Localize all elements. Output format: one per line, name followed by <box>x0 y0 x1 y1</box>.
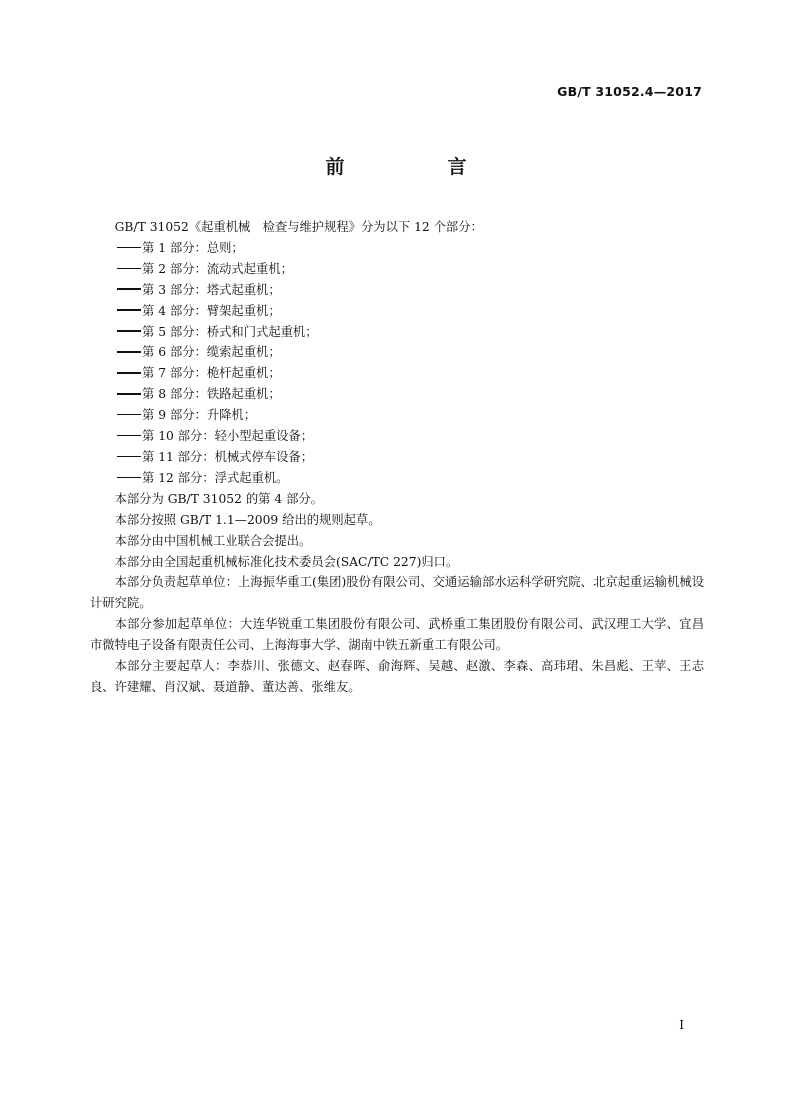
part-list-item <box>90 447 704 468</box>
part-list-item <box>90 384 704 405</box>
intro-paragraph: GB/T 31052《起重机械 检查与维护规程》分为以下 12 个部分： <box>114 220 483 234</box>
body-paragraph: 本部分由全国起重机械标准化技术委员会(SAC/TC 227)归口。 <box>114 554 459 569</box>
part-list-item-text: 第 11 部分：机械式停车设备； <box>142 449 314 464</box>
part-list-item-text: 第 7 部分：桅杆起重机； <box>142 366 281 381</box>
em-dash-mark <box>117 456 141 458</box>
part-list-item-text: 第 4 部分：臂架起重机； <box>142 303 281 318</box>
part-list-item <box>90 363 704 384</box>
em-dash-mark <box>117 393 141 395</box>
part-list-item <box>90 322 704 343</box>
part-list-item <box>90 405 704 426</box>
part-list-item-text: 第 2 部分：流动式起重机； <box>142 261 293 276</box>
em-dash-mark <box>117 330 141 332</box>
part-list-item <box>90 342 704 363</box>
em-dash-mark <box>117 268 141 270</box>
document-body <box>90 217 704 698</box>
part-list-item-text: 第 9 部分：升降机； <box>142 408 257 423</box>
em-dash-mark <box>117 247 141 249</box>
part-list-item <box>90 238 704 259</box>
em-dash-mark <box>117 351 141 353</box>
part-list-item-text: 第 10 部分：轻小型起重设备； <box>142 429 314 444</box>
standard-number: GB/T 31052.4—2017 <box>557 84 702 99</box>
part-list-item-text: 第 8 部分：铁路起重机； <box>142 387 281 402</box>
part-list-item <box>90 468 704 489</box>
part-list-item-text: 第 1 部分：总则； <box>142 240 244 255</box>
body-paragraph: 本部分主要起草人：李恭川、张德文、赵春晖、俞海辉、吴越、赵激、李森、高玮珺、朱昌彪、王苹、王志良、许建耀、肖汉斌、聂道静、董达善、张维友。 <box>90 659 704 694</box>
part-list-item <box>90 259 704 280</box>
em-dash-mark <box>117 435 141 437</box>
part-list-item <box>90 426 704 447</box>
body-paragraph: 本部分按照 GB/T 1.1—2009 给出的规则起草。 <box>114 512 381 527</box>
page-title: 前 言 <box>325 156 509 178</box>
page-number: I <box>679 1018 684 1032</box>
body-paragraph: 本部分负责起草单位：上海振华重工(集团)股份有限公司、交通运输部水运科学研究院、北京起重运输机械设计研究院。 <box>90 575 704 611</box>
em-dash-mark <box>117 372 141 374</box>
part-list-item <box>90 301 704 322</box>
part-list-item-text: 第 5 部分：桥式和门式起重机； <box>142 324 318 339</box>
em-dash-mark <box>117 477 141 479</box>
em-dash-mark <box>117 414 141 416</box>
em-dash-mark <box>117 288 141 290</box>
body-paragraph: 本部分为 GB/T 31052 的第 4 部分。 <box>114 491 323 506</box>
body-paragraph: 本部分由中国机械工业联合会提出。 <box>114 533 312 548</box>
part-list-item-text: 第 3 部分：塔式起重机； <box>142 282 281 297</box>
part-list-item-text: 第 12 部分：浮式起重机。 <box>142 470 289 485</box>
body-paragraph: 本部分参加起草单位：大连华锐重工集团股份有限公司、武桥重工集团股份有限公司、武汉理工大学、宜昌市微特电子设备有限责任公司、上海海事大学、湖南中铁五新重工有限公司。 <box>90 617 704 653</box>
part-list-item-text: 第 6 部分：缆索起重机； <box>142 345 281 360</box>
part-list-item <box>90 280 704 301</box>
em-dash-mark <box>117 309 141 311</box>
